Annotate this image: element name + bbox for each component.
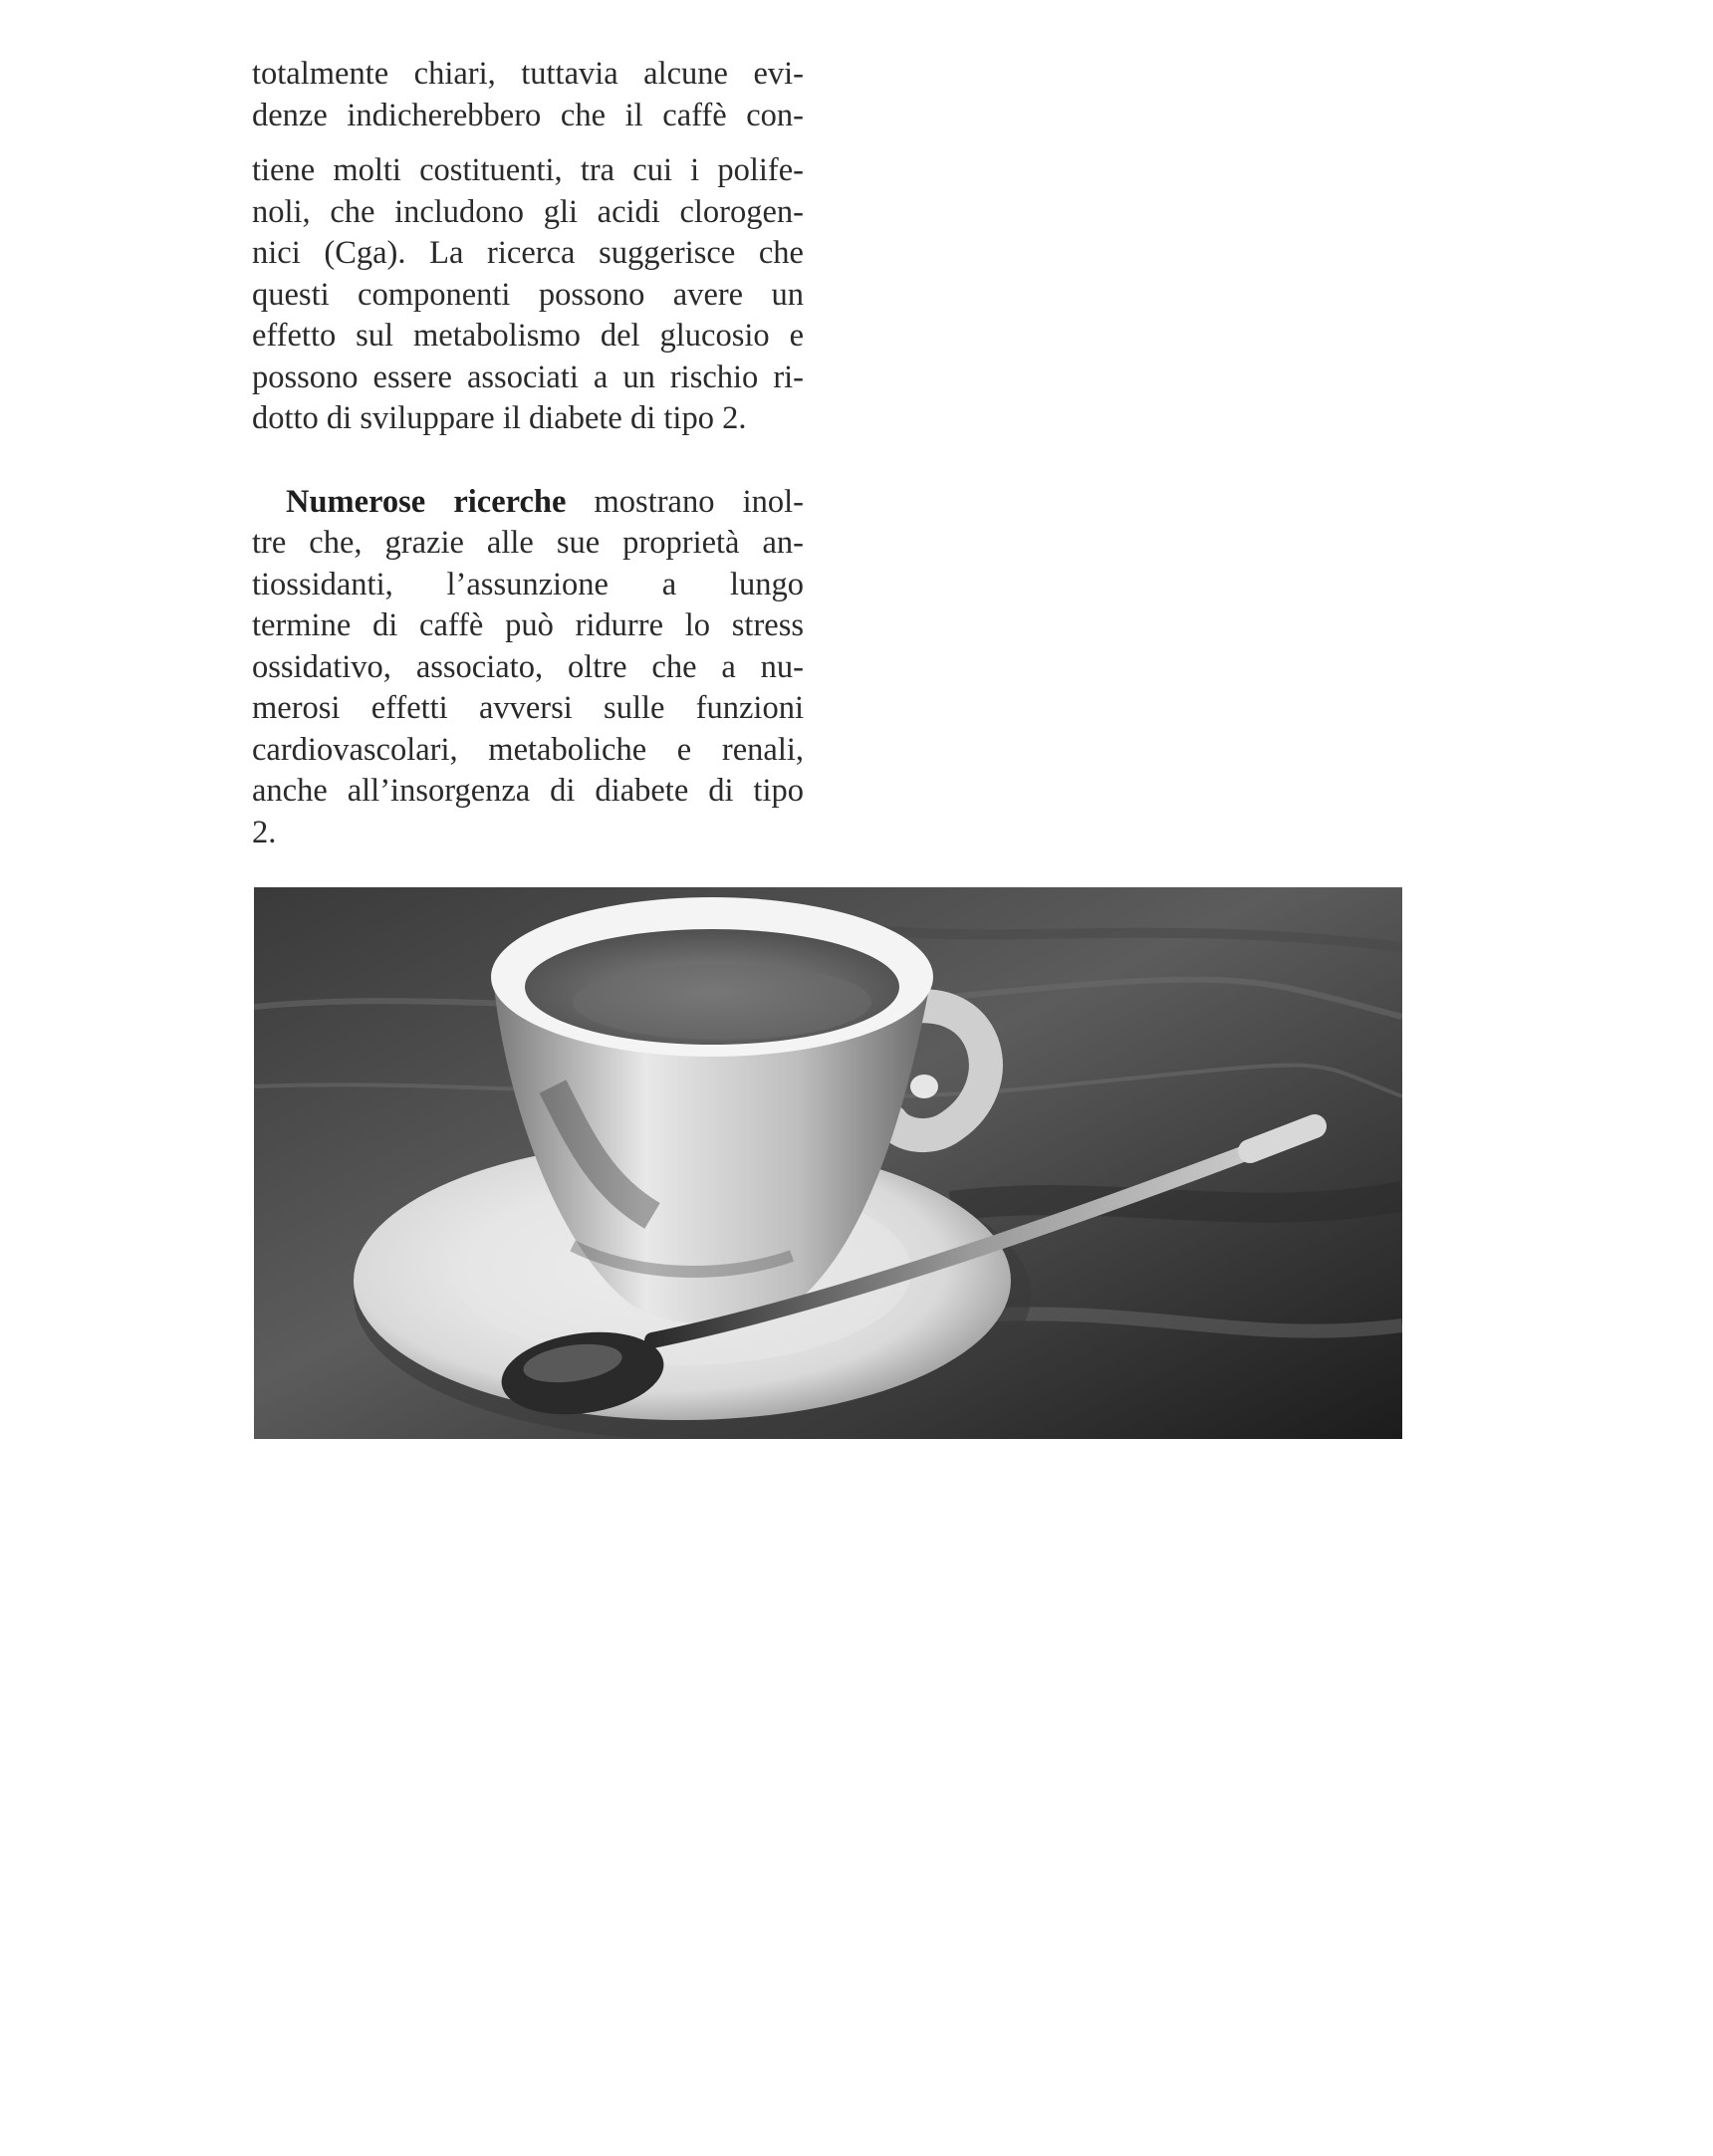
paragraph-line: termine di caffè può ridurre lo stress xyxy=(252,607,804,643)
paragraph-line: noli, che includono gli acidi clorogen- xyxy=(252,193,804,230)
paragraph-line: dotto di sviluppare il diabete di tipo 2. xyxy=(252,400,747,436)
paragraph-2 xyxy=(252,482,804,854)
lead-line-rest: mostrano inol- xyxy=(566,483,804,520)
paragraph-line: 2. xyxy=(252,814,277,850)
paragraph-line: tre che, grazie alle sue proprietà an- xyxy=(252,525,804,561)
paragraph-first-line xyxy=(252,482,804,524)
paragraph-line: possono essere associati a un rischio ri- xyxy=(252,359,804,395)
paragraph-line: nici (Cga). La ricerca suggerisce che xyxy=(252,235,804,271)
paragraph-line: effetto sul metabolismo del glucosio e xyxy=(252,318,804,354)
paragraph-line: questi componenti possono avere un xyxy=(252,276,804,313)
paragraph-1 xyxy=(252,54,804,440)
paragraph-line: merosi effetti avversi sulle funzioni xyxy=(252,690,804,726)
paragraph-line: cardiovascolari, metaboliche e renali, xyxy=(252,731,804,768)
paragraph-line: ossidativo, associato, oltre che a nu- xyxy=(252,648,804,685)
lead-phrase: Numerose ricerche xyxy=(286,483,567,520)
paragraph-line: denze indicherebbero che il caffè con- xyxy=(252,97,804,133)
espresso-illustration xyxy=(254,887,1402,1439)
paragraph-line: totalmente chiari, tuttavia alcune evi- xyxy=(252,56,804,92)
paragraph-line: anche all’insorgenza di diabete di tipo xyxy=(252,773,804,809)
paragraph-line: tiossidanti, l’assunzione a lungo xyxy=(252,566,804,602)
espresso-photo xyxy=(254,887,1402,1439)
article-text-column xyxy=(252,54,804,853)
paragraph-line: tiene molti costituenti, tra cui i polife- xyxy=(252,152,804,188)
